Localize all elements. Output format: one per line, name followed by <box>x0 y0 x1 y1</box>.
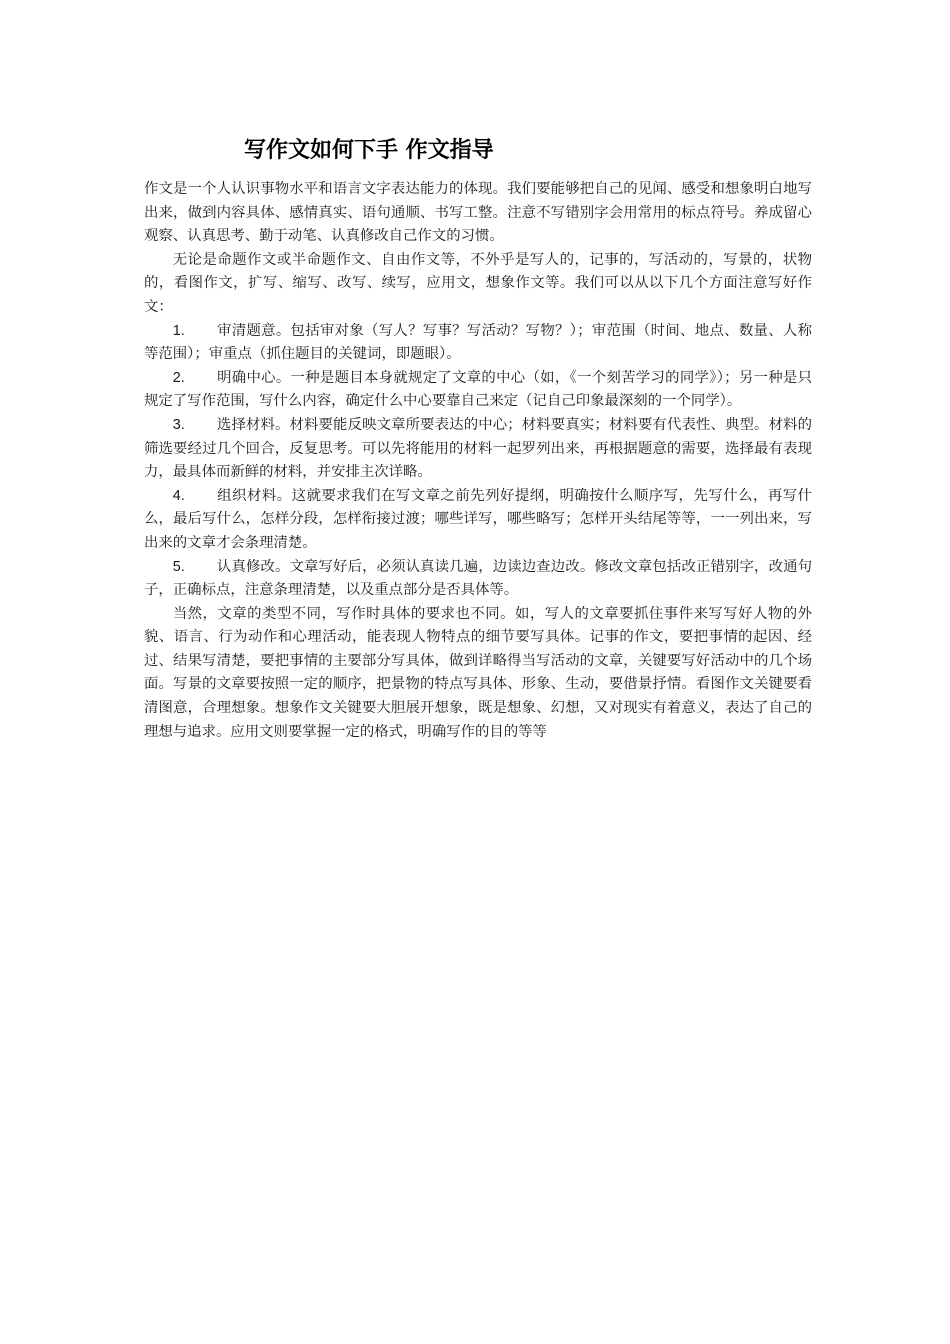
list-item-number: 2. <box>172 369 185 386</box>
list-item-text: 审清题意。包括审对象（写人？写事？写活动？写物？）；审范围（时间、地点、数量、人称等范围）；审重点（抓住题目的关键词，即题眼）。 <box>144 322 812 363</box>
list-item-text: 明确中心。一种是题目本身就规定了文章的中心（如，《一个刻苦学习的同学》）；另一种是只规定了写作范围，写什么内容，确定什么中心要靠自己来定（记自己印象最深刻的一个同学）。 <box>144 369 812 410</box>
list-item-number: 5. <box>172 558 185 575</box>
list-item <box>144 320 812 367</box>
overview-paragraph: 无论是命题作文或半命题作文、自由作文等，不外乎是写人的，记事的，写活动的，写景的，状物的，看图作文，扩写、缩写、改写、续写，应用文，想象作文等。我们可以从以下几个方面注意写好作文： <box>144 251 812 315</box>
list-item-number: 4. <box>172 487 185 504</box>
list-item <box>144 414 812 485</box>
intro-paragraph: 作文是一个人认识事物水平和语言文字表达能力的体现。我们要能够把自己的见闻、感受和想象明白地写出来，做到内容具体、感情真实、语句通顺、书写工整。注意不写错别字会用常用的标点符号。养成留心观察、认真思考、勤于动笔、认真修改自己作文的习惯。 <box>144 181 812 245</box>
list-item <box>144 556 812 603</box>
list-item-text: 认真修改。文章写好后，必须认真读几遍，边读边查边改。修改文章包括改正错别字，改通句子，正确标点，注意条理清楚，以及重点部分是否具体等。 <box>144 558 812 599</box>
conclusion-paragraph: 当然，文章的类型不同，写作时具体的要求也不同。如，写人的文章要抓住事件来写写好人物的外貌、语言、行为动作和心理活动，能表现人物特点的细节要写具体。记事的作文，要把事情的起因、经过、结果写清楚，要把事情的主要部分写具体，做到详略得当写活动的文章，关键要写好活动中的几个场面。写景的文章要按照一定的顺序，把景物的特点写具体、形象、生动，要借景抒情。看图作文关键要看清图意，合理想象。想象作文关键要大胆展开想象，既是想象、幻想，又对现实有着意义，表达了自己的理想与追求。应用文则要掌握一定的格式，明确写作的目的等等 <box>144 605 812 740</box>
list-item-text: 选择材料。材料要能反映文章所要表达的中心；材料要真实；材料要有代表性、典型。材料的筛选要经过几个回合，反复思考。可以先将能用的材料一起罗列出来，再根据题意的需要，选择最有表现力，最具体而新鲜的材料，并安排主次详略。 <box>144 416 812 481</box>
list-item <box>144 485 812 556</box>
list-item-number: 1. <box>172 322 185 339</box>
list-item-number: 3. <box>172 416 185 433</box>
list-item-text: 组织材料。这就要求我们在写文章之前先列好提纲，明确按什么顺序写，先写什么，再写什么，最后写什么，怎样分段，怎样衔接过渡；哪些详写，哪些略写；怎样开头结尾等等，一一列出来，写出来的文章才会条理清楚。 <box>144 487 812 551</box>
list-item <box>144 367 812 414</box>
document-body <box>144 178 812 744</box>
document-title: 写作文如何下手 作文指导 <box>244 138 494 163</box>
